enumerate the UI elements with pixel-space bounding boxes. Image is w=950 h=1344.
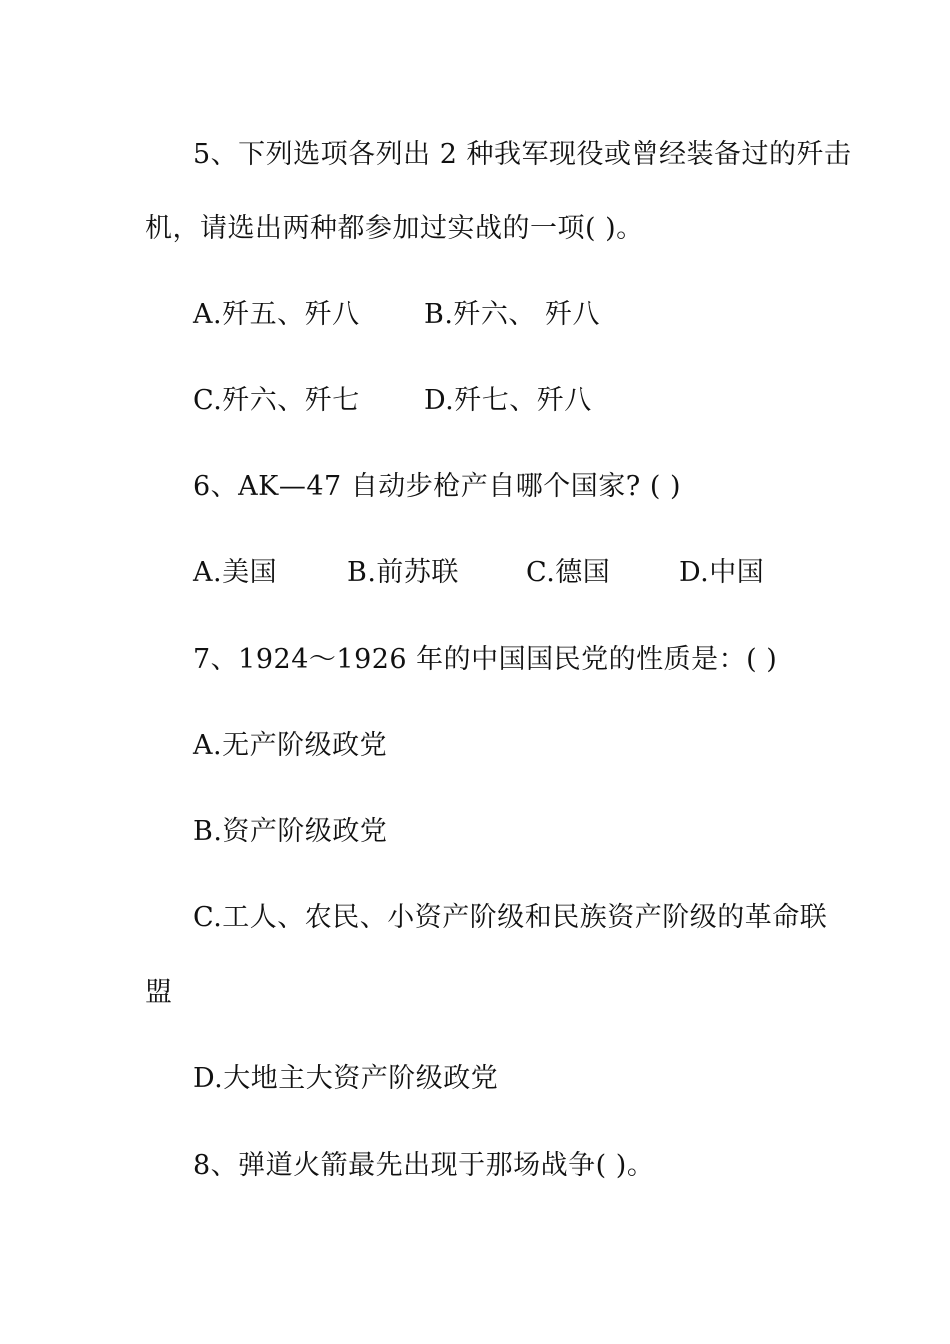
- question-5-options-row2: [193, 384, 793, 418]
- question-5-option-c: C.歼六、歼七: [193, 385, 360, 416]
- question-5-stem-line2: 机，请选出两种都参加过实战的一项( )。: [145, 213, 644, 244]
- question-5-option-d: D.歼七、歼八: [424, 385, 592, 416]
- question-6-option-d: D.中国: [679, 557, 765, 588]
- question-5-stem-line1: 5、下列选项各列出 2 种我军现役或曾经装备过的歼击: [193, 139, 852, 170]
- question-7-option-c-line2: 盟: [145, 977, 173, 1008]
- question-6-stem: 6、AK—47 自动步枪产自哪个国家? ( ): [193, 471, 681, 502]
- question-6-options-row: [193, 556, 813, 590]
- question-7-option-d: D.大地主大资产阶级政党: [193, 1063, 499, 1094]
- question-5-options-row1: [193, 298, 793, 332]
- question-6-option-c: C.德国: [526, 557, 611, 588]
- question-5-option-a: A.歼五、歼八: [193, 299, 360, 330]
- question-8-stem: 8、弹道火箭最先出现于那场战争( )。: [193, 1150, 655, 1181]
- question-5-option-b: B.歼六、 歼八: [424, 299, 601, 330]
- question-6-option-a: A.美国: [193, 557, 278, 588]
- question-7-option-a: A.无产阶级政党: [193, 730, 388, 761]
- question-7-option-c-line1: C.工人、农民、小资产阶级和民族资产阶级的革命联: [193, 902, 828, 933]
- question-7-stem: 7、1924～1926 年的中国国民党的性质是：( ): [193, 644, 778, 675]
- question-6-option-b: B.前苏联: [347, 557, 459, 588]
- question-7-option-b: B.资产阶级政党: [193, 816, 388, 847]
